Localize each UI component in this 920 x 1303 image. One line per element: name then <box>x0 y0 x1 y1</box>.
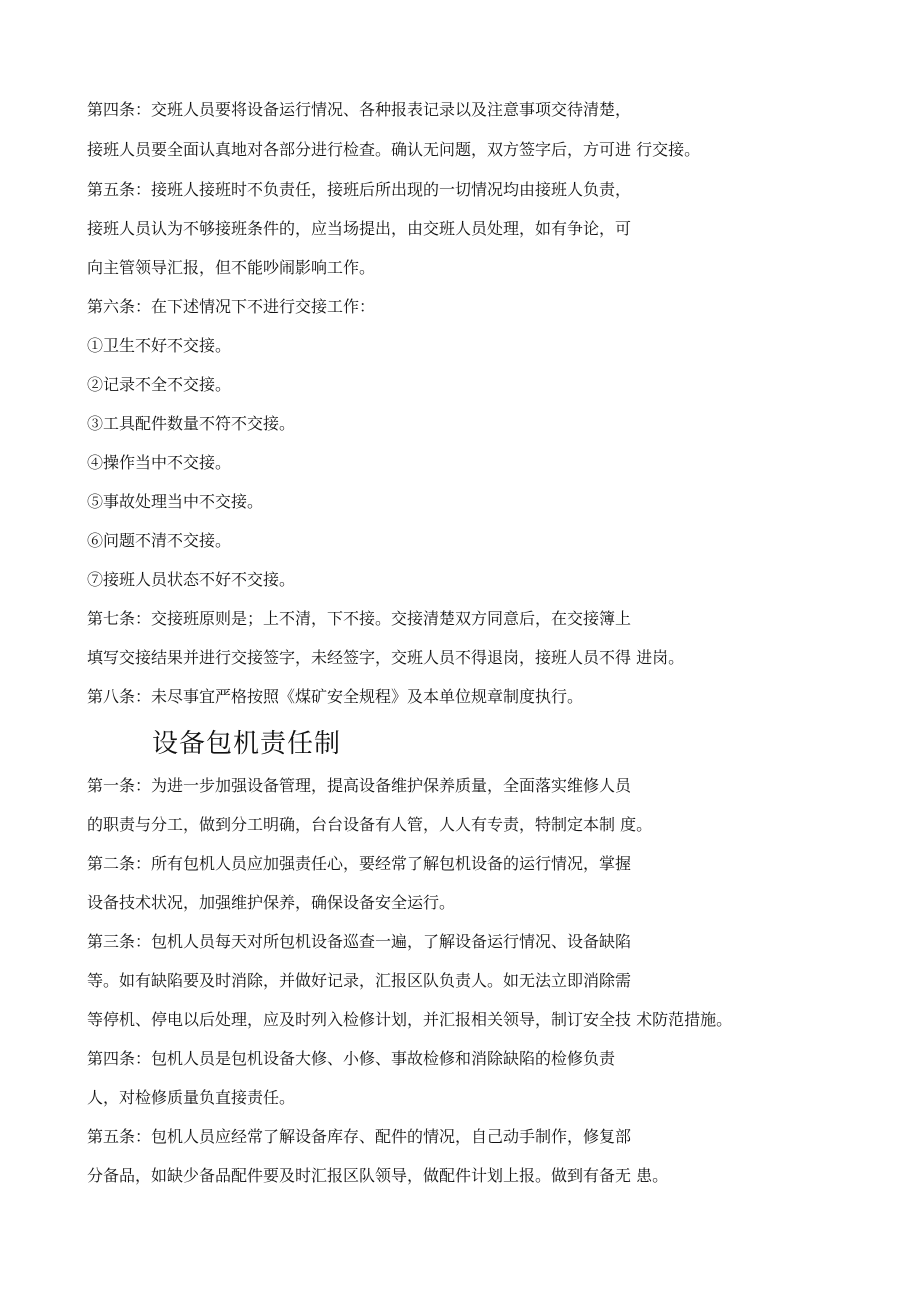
text-line: 向主管领导汇报，但不能吵闹影响工作。 <box>87 258 376 277</box>
text-line: 等。如有缺陷要及时消除，并做好记录，汇报区队负责人。如无法立即消除需 <box>87 971 632 990</box>
text-line: 人，对检修质量负直接责任。 <box>87 1088 296 1107</box>
text-line: 设备技术状况，加强维护保养，确保设备安全运行。 <box>87 893 456 912</box>
text-line: 第八条：未尽事宜严格按照《煤矿安全规程》及本单位规章制度执行。 <box>87 687 584 706</box>
text-line: 等停机、停电以后处理，应及时列入检修计划，并汇报相关领导，制订安全技 术防范措施。 <box>87 1010 733 1029</box>
text-line: 分备品，如缺少备品配件要及时汇报区队领导，做配件计划上报。做到有备无 患。 <box>87 1166 669 1185</box>
list-item: ⑤事故处理当中不交接。 <box>87 492 264 511</box>
list-item: ⑥问题不清不交接。 <box>87 531 232 550</box>
text-line: 的职责与分工，做到分工明确，台台设备有人管，人人有专责，特制定本制 度。 <box>87 815 653 834</box>
text-line: 第三条：包机人员每天对所包机设备巡查一遍，了解设备运行情况、设备缺陷 <box>87 932 632 951</box>
text-line: 第七条：交接班原则是；上不清，下不接。交接清楚双方同意后，在交接簿上 <box>87 609 632 628</box>
text-line: 第五条：包机人员应经常了解设备库存、配件的情况，自己动手制作，修复部 <box>87 1127 632 1146</box>
list-item: ③工具配件数量不符不交接。 <box>87 414 296 433</box>
text-line: 第二条：所有包机人员应加强责任心，要经常了解包机设备的运行情况，掌握 <box>87 854 632 873</box>
text-line: 第五条：接班人接班时不负责任，接班后所出现的一切情况均由接班人负责， <box>87 180 632 199</box>
section-title: 设备包机责任制 <box>152 729 342 759</box>
text-line: 第六条：在下述情况下不进行交接工作： <box>87 297 376 316</box>
text-line: 第一条：为进一步加强设备管理，提高设备维护保养质量，全面落实维修人员 <box>87 776 632 795</box>
list-item: ②记录不全不交接。 <box>87 375 232 394</box>
text-line: 第四条：包机人员是包机设备大修、小修、事故检修和消除缺陷的检修负责 <box>87 1049 616 1068</box>
text-line: 接班人员认为不够接班条件的，应当场提出，由交班人员处理，如有争论，可 <box>87 219 632 238</box>
text-line: 填写交接结果并进行交接签字，未经签字，交班人员不得退岗，接班人员不得 进岗。 <box>87 648 685 667</box>
list-item: ⑦接班人员状态不好不交接。 <box>87 570 296 589</box>
list-item: ①卫生不好不交接。 <box>87 336 232 355</box>
list-item: ④操作当中不交接。 <box>87 453 232 472</box>
text-line: 第四条：交班人员要将设备运行情况、各种报表记录以及注意事项交待清楚， <box>87 100 632 119</box>
text-line: 接班人员要全面认真地对各部分进行检查。确认无问题，双方签字后，方可进 行交接。 <box>87 140 701 159</box>
